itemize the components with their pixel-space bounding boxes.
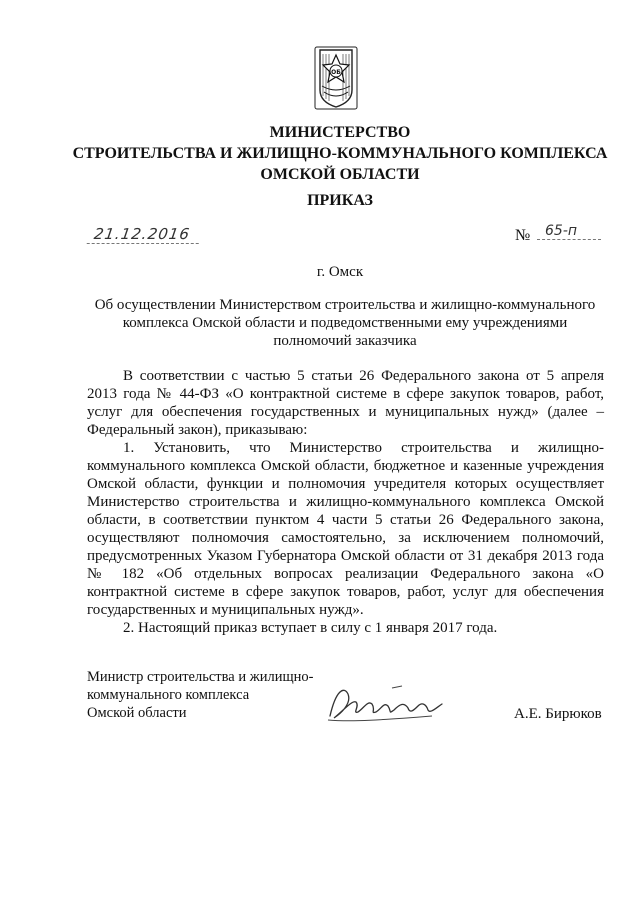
signatory-title: [87, 668, 313, 722]
order-body: [87, 367, 604, 637]
coat-of-arms-emblem: [314, 46, 358, 110]
document-type-title: ПРИКАЗ: [307, 192, 373, 209]
body-paragraph-item-2: 2. Настоящий приказ вступает в силу с 1 января 2017 года.: [123, 620, 498, 636]
ministry-line-2: СТРОИТЕЛЬСТВА И ЖИЛИЩНО-КОММУНАЛЬНОГО КОМПЛЕКСА: [72, 145, 608, 162]
signatory-name: А.Е. Бирюков: [514, 706, 602, 722]
signatory-title-line-2: коммунального комплекса: [87, 687, 250, 703]
ministry-line-3: ОМСКОЙ ОБЛАСТИ: [260, 166, 420, 183]
number-label: №: [515, 227, 531, 244]
body-paragraph-preamble: В соответствии с частью 5 статьи 26 Федерального закона от 5 апреля 2013 года № 44-ФЗ «О контрактной системе в сфере закупок товаров, работ, услуг для обеспечения государственных и муниципальных нужд» (далее – Федеральный закон), приказываю:: [87, 368, 604, 438]
city-line: г. Омск: [316, 264, 364, 280]
handwritten-date: 21.12.2016: [87, 225, 202, 244]
handwritten-order-number: 65-п: [537, 223, 601, 240]
signatory-title-line-1: Министр строительства и жилищно-: [87, 669, 314, 685]
ministry-line-1: МИНИСТЕРСТВО: [269, 124, 411, 141]
subject-line-3: полномочий заказчика: [273, 333, 417, 349]
emblem-lettering: ОБ: [331, 69, 341, 76]
order-subject: [80, 296, 610, 350]
subject-line-1: Об осуществлении Министерством строительства и жилищно-коммунального: [94, 297, 596, 313]
subject-line-2: комплекса Омской области и подведомственными ему учреждениями: [122, 315, 568, 331]
body-paragraph-item-1: 1. Установить, что Министерство строительства и жилищно-коммунального комплекса Омской области, бюджетное и казенные учреждения Омской области, функции и полномочия учредителя которых осуществляет Министерство строительства и жилищно-коммунального комплекса Омской области, в соответствии пунктом 4 части 5 статьи 26 Федерального закона, осуществляют полномочия самостоятельно, за исключением полномочий, предусмотренных Указом Губернатора Омской области от 31 декабря 2013 года № 182 «Об отдельных вопросах реализации Федерального закона «О контрактной системе в сфере закупок товаров, работ, услуг для обеспечения государственных и муниципальных нужд».: [87, 440, 604, 618]
handwritten-signature: [322, 680, 462, 728]
ministry-header: [40, 122, 640, 185]
signatory-title-line-3: Омской области: [87, 705, 187, 721]
